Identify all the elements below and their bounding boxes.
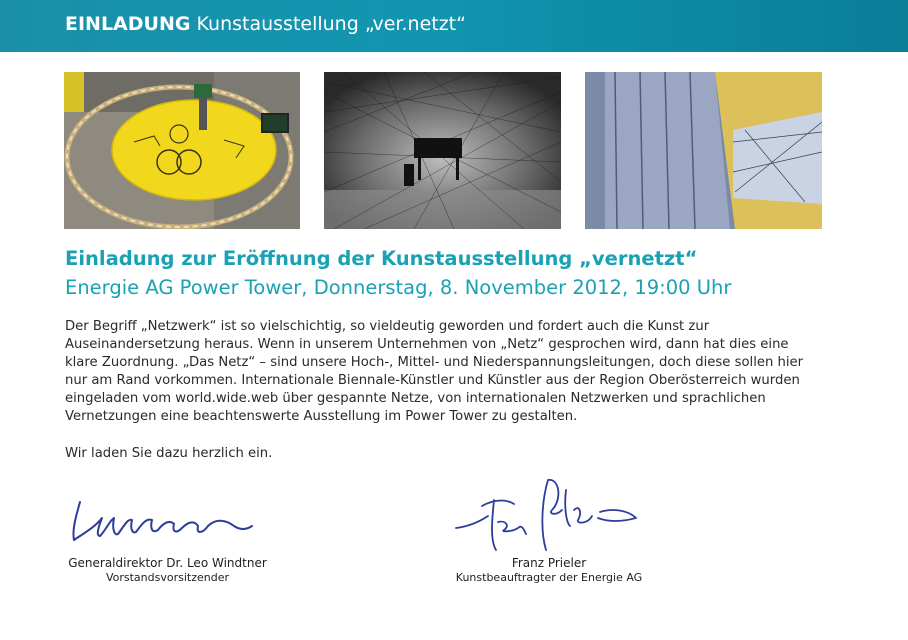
header-title-bold: EINLADUNG (65, 13, 191, 35)
exhibition-photo-piano-threads (324, 72, 561, 229)
header-title (65, 13, 466, 35)
header-title-rest: Kunstausstellung „ver.netzt“ (196, 13, 466, 35)
body-line: Auseinandersetzung heraus. Wenn in unserem Unternehmen von „Netz“ gesprochen wird, dann hat dies eine (65, 337, 789, 352)
body-line: nur am Rand vorkommen. Internationale Biennale-Künstler und Künstler aus der Region Oberösterreich wurden (65, 373, 800, 388)
signatory-role: Vorstandsvorsitzender (105, 571, 230, 584)
header-bar (0, 0, 908, 52)
signature-prieler (452, 470, 642, 564)
signatory-name: Generaldirektor Dr. Leo Windtner (68, 556, 267, 570)
event-details: Energie AG Power Tower, Donnerstag, 8. November 2012, 19:00 Uhr (65, 276, 732, 299)
exhibition-photo-glass-facade (585, 72, 822, 229)
body-line: klare Zuordnung. „Das Netz“ – sind unsere Hoch-, Mittel- und Niederspannungsleitungen, doch diese sollen hier (65, 355, 804, 370)
signatory-name: Franz Prieler (511, 556, 587, 570)
body-line: Vernetzungen eine beachtenswerte Ausstellung im Power Tower zu gestalten. (65, 409, 578, 424)
body-line: eingeladen vom world.wide.web über gespannte Netze, von internationalen Netzwerken und sprachlichen (65, 391, 766, 406)
invitation-heading: Einladung zur Eröffnung der Kunstausstellung „vernetzt“ (65, 247, 698, 270)
invitation-body (65, 318, 825, 426)
body-line: Der Begriff „Netzwerk“ ist so vielschichtig, so vieldeutig geworden und fordert auch die Kunst zur (65, 319, 710, 334)
closing-line: Wir laden Sie dazu herzlich ein. (65, 446, 273, 461)
exhibition-photo-yellow-disc (64, 72, 300, 229)
signatory-role: Kunstbeauftragter der Energie AG (455, 571, 643, 584)
signature-windtner (66, 496, 256, 550)
